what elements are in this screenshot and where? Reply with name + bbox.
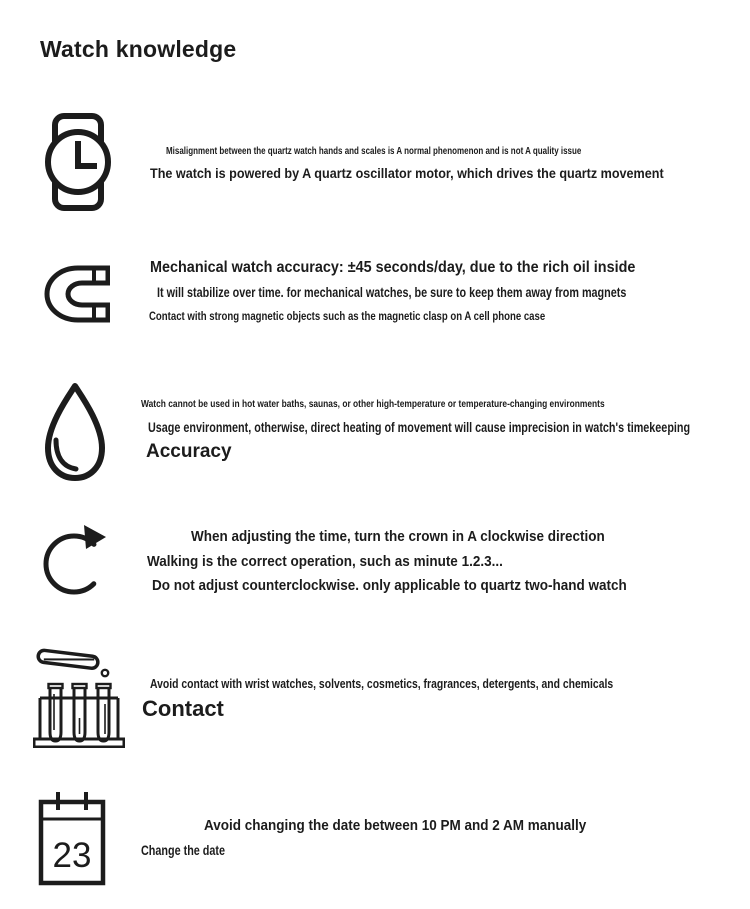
- info-line: Contact with strong magnetic objects such as the magnetic clasp on A cell phone case: [149, 309, 546, 323]
- info-line: Avoid contact with wrist watches, solvents, cosmetics, fragrances, detergents, and chemicals: [150, 676, 614, 691]
- info-line: Walking is the correct operation, such as minute 1.2.3...: [147, 553, 503, 570]
- calendar-day-number: 23: [52, 836, 92, 875]
- page-title: Watch knowledge: [40, 36, 237, 62]
- wristwatch-icon: [45, 113, 111, 212]
- info-line: Change the date: [141, 843, 226, 858]
- rotate-clockwise-icon: [40, 517, 112, 601]
- info-line: When adjusting the time, turn the crown in A clockwise direction: [191, 528, 605, 545]
- magnet-icon: [42, 263, 110, 325]
- info-line: Watch cannot be used in hot water baths, saunas, or other high-temperature or temperature-changing environments: [141, 398, 605, 410]
- test-tubes-icon: [33, 642, 125, 748]
- info-line: Avoid changing the date between 10 PM and 2 AM manually: [204, 817, 587, 834]
- calendar-icon: [38, 789, 106, 886]
- info-line: Do not adjust counterclockwise. only applicable to quartz two-hand watch: [152, 577, 627, 594]
- info-line: Usage environment, otherwise, direct heating of movement will cause imprecision in watch's timekeeping: [148, 420, 691, 435]
- info-line: Mechanical watch accuracy: ±45 seconds/day, due to the rich oil inside: [150, 259, 636, 276]
- info-line: It will stabilize over time. for mechanical watches, be sure to keep them away from magnets: [157, 285, 627, 300]
- info-heading: Accuracy: [146, 441, 232, 462]
- info-heading: Contact: [142, 696, 224, 721]
- info-line: Misalignment between the quartz watch hands and scales is A normal phenomenon and is not A quality issue: [166, 146, 582, 157]
- water-drop-icon: [40, 381, 110, 482]
- info-line: The watch is powered by A quartz oscillator motor, which drives the quartz movement: [150, 165, 664, 181]
